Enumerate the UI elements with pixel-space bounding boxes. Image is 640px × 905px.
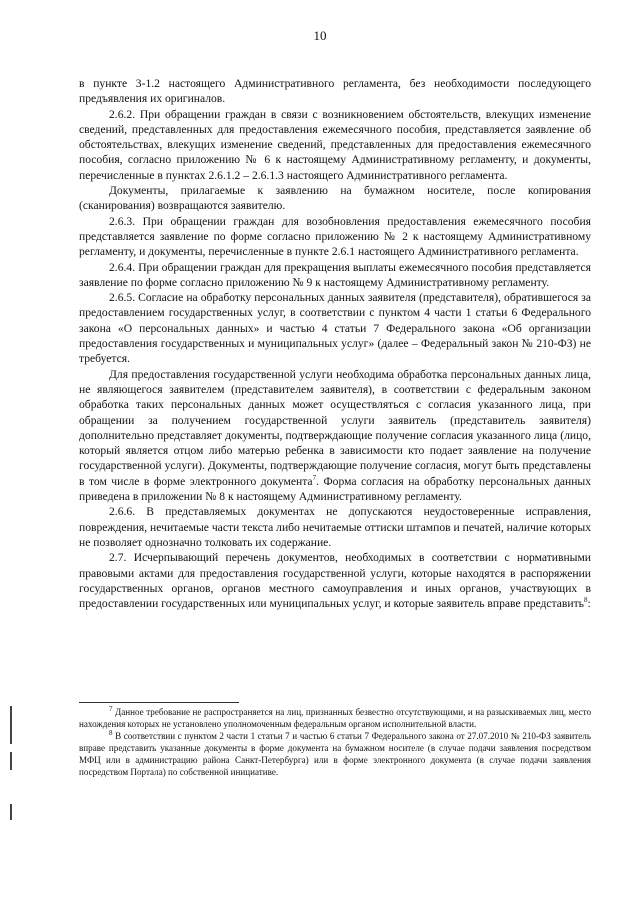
footnote-ref-7[interactable]: 7 — [312, 473, 317, 482]
footnote-7 — [79, 706, 591, 730]
footnote-8 — [79, 730, 591, 778]
footnote-ref-8[interactable]: 8 — [583, 596, 588, 605]
document-body — [79, 76, 591, 611]
footnote-8-text: В соответствии с пунктом 2 части 1 статьи 7 и частью 6 статьи 7 Федерального закона от 27.07.2010 № 210-ФЗ заявитель вправе представить указанные документы в форме документа на бумажном носителе (в случае подачи заявления посредством МФЦ или в администрацию района Санкт-Петербурга) или в форме электронного документа (в случае подачи заявления посредством Портала) по собственной инициативе. — [79, 731, 591, 778]
paragraph-personal-data-tail: . Форма согласия на обработку персональных данных приведена в приложении № 8 к настоящему Административному регламенту. — [79, 474, 591, 504]
binding-mark — [10, 752, 12, 770]
paragraph-2-7-tail: : — [587, 597, 591, 611]
paragraph-2-6-2: 2.6.2. При обращении граждан в связи с возникновением обстоятельств, влекущих изменение сведений, представленных для предоставления ежемесячного пособия, представляется заявление об обстоятельствах, влекущих изменение сведений, представленных для предоставления ежемесячного пособия, согласно приложению № 6 к настоящему Административному регламенту, и документы, перечисленные в пунктах 2.6.1.2 – 2.6.1.3 настоящего Административного регламента. — [79, 107, 591, 182]
footnote-mark-7: 7 — [109, 704, 113, 713]
footnote-7-text: Данное требование не распространяется на лиц, признанных безвестно отсутствующими, и на разыскиваемых лиц, место нахождения которых не установлено уполномоченным федеральным органом исполнительной власти. — [79, 707, 591, 730]
binding-mark — [10, 706, 12, 744]
paragraph-continuation: в пункте 3-1.2 настоящего Административного регламента, без необходимости последующего предъявления их оригиналов. — [79, 77, 591, 106]
paragraph-documents-returned: Документы, прилагаемые к заявлению на бумажном носителе, после копирования (сканирования) возвращаются заявителю. — [79, 184, 591, 213]
paragraph-2-6-3: 2.6.3. При обращении граждан для возобновления предоставления ежемесячного пособия представляется заявление по форме согласно приложению № 2 к настоящему Административному регламенту, и документы, перечисленные в пункте 2.6.1 настоящего Административного регламента. — [79, 214, 591, 259]
paragraph-2-7-text: 2.7. Исчерпывающий перечень документов, необходимых в соответствии с нормативными правовыми актами для предоставления государственной услуги, которые находятся в распоряжении государственных органов, органов местного самоуправления и иных органов, участвующих в предоставлении государственных или муниципальных услуг, и которые заявитель вправе представить — [79, 551, 591, 611]
page-number: 10 — [313, 28, 327, 43]
paragraph-personal-data — [79, 367, 591, 505]
binding-mark — [10, 804, 12, 820]
paragraph-2-6-4: 2.6.4. При обращении граждан для прекращения выплаты ежемесячного пособия представляется заявление по форме согласно приложению № 9 к настоящему Административному регламенту. — [79, 260, 591, 289]
footnotes — [79, 706, 591, 779]
footnote-mark-8: 8 — [109, 729, 113, 738]
paragraph-2-7 — [79, 550, 591, 611]
footnote-separator — [79, 702, 239, 703]
paragraph-2-6-6: 2.6.6. В представляемых документах не допускаются неудостоверенные исправления, повреждения, нечитаемые части текста либо нечитаемые оттиски штампов и печатей, наличие которых не позволяет однозначно толковать их содержание. — [79, 505, 591, 549]
paragraph-personal-data-text: Для предоставления государственной услуги необходима обработка персональных данных лица, не являющегося заявителем (представителем заявителя), в соответствии с федеральным законом обработка таких персональных данных может осуществляться с согласия указанного лица, при обращении за получением государственной услуги заявитель (представитель заявителя) дополнительно представляет документы, подтверждающие получение согласия указанного лица (лицо, который является отцом либо матерью ребенка в зависимости кто подает заявление на получение государственной услуги). Документы, подтверждающие получение согласия, могут быть представлены в том числе в форме электронного документа — [79, 367, 591, 488]
paragraph-2-6-5: 2.6.5. Согласие на обработку персональных данных заявителя (представителя), обратившегося за предоставлением государственных услуг, в соответствии с пунктом 4 части 1 статьи 6 Федерального закона «О персональных данных» и частью 4 статьи 7 Федерального закона «Об организации предоставления государственных и муниципальных услуг» (далее – Федеральный закон № 210-ФЗ) не требуется. — [79, 291, 591, 366]
